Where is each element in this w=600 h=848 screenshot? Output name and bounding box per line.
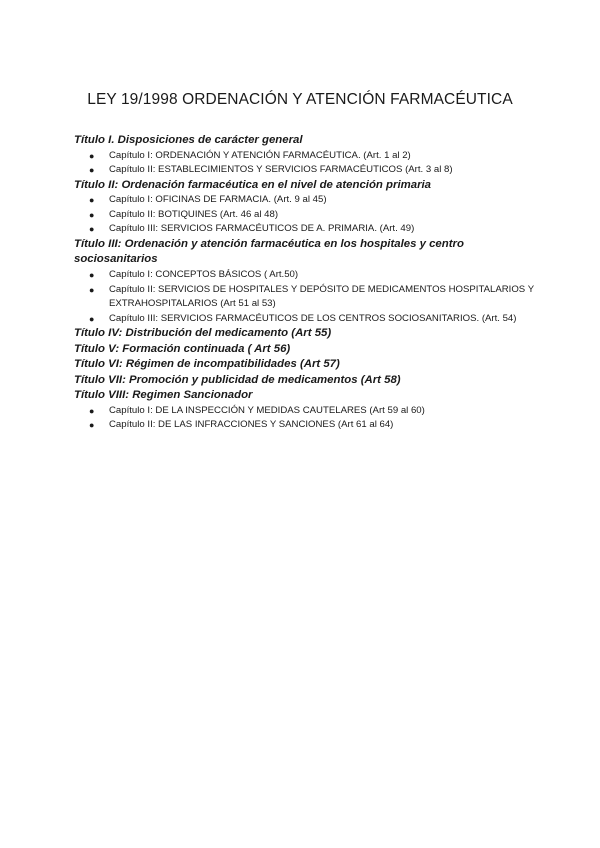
capitulo-label: Capítulo II: DE LAS INFRACCIONES Y SANCIONES (Art 61 al 64): [109, 419, 394, 431]
capitulo-label: Capítulo II: BOTIQUINES (Art. 46 al 48): [109, 208, 279, 220]
bullet-icon: ●: [89, 150, 95, 161]
capitulo-list: [74, 268, 544, 326]
capitulo-item: [74, 163, 544, 178]
bullet-icon: ●: [89, 313, 95, 324]
capitulo-item: [74, 222, 544, 237]
capitulo-item: [74, 193, 544, 208]
titulo-heading: Título V: Formación continuada ( Art 56): [74, 342, 291, 355]
bullet-icon: ●: [89, 405, 95, 416]
capitulo-label: Capítulo III: SERVICIOS FARMACÉUTICOS DE A. PRIMARIA. (Art. 49): [109, 223, 415, 235]
capitulo-item: [74, 418, 544, 433]
capitulo-label: Capítulo I: CONCEPTOS BÁSICOS ( Art.50): [109, 268, 299, 280]
capitulo-label: Capítulo I: DE LA INSPECCIÓN Y MEDIDAS CAUTELARES (Art 59 al 60): [109, 404, 425, 416]
titulo-heading: Título II: Ordenación farmacéutica en el nivel de atención primaria: [74, 178, 432, 191]
capitulo-item: [74, 312, 544, 327]
table-of-contents: [74, 133, 544, 433]
titulo-heading: Título I. Disposiciones de carácter general: [74, 134, 303, 146]
titulo-heading: Título VI: Régimen de incompatibilidades (Art 57): [74, 358, 340, 371]
capitulo-item: [74, 283, 544, 312]
capitulo-item: [74, 268, 544, 283]
document-title: LEY 19/1998 ORDENACIÓN Y ATENCIÓN FARMACÉUTICA: [87, 91, 513, 108]
bullet-icon: ●: [89, 224, 95, 235]
titulo-heading: Título IV: Distribución del medicamento (Art 55): [74, 327, 332, 340]
bullet-icon: ●: [89, 195, 95, 206]
bullet-icon: ●: [89, 269, 95, 280]
capitulo-label: Capítulo II: SERVICIOS DE HOSPITALES Y DEPÓSITO DE MEDICAMENTOS HOSPITALARIOS Y EXTRAHOSPITALARIOS (Art 51 al 53): [109, 283, 534, 310]
capitulo-list: [74, 149, 544, 178]
titulo-heading: Título III: Ordenación y atención farmacéutica en los hospitales y centro sociosanitarios: [74, 237, 464, 266]
capitulo-list: [74, 404, 544, 433]
capitulo-item: [74, 208, 544, 223]
bullet-icon: ●: [89, 420, 95, 431]
capitulo-item: [74, 149, 544, 164]
bullet-icon: ●: [89, 165, 95, 176]
titulo-heading: Título VIII: Regimen Sancionador: [74, 389, 253, 402]
capitulo-label: Capítulo I: OFICINAS DE FARMACIA. (Art. 9 al 45): [109, 194, 327, 206]
titulo-heading: Título VII: Promoción y publicidad de medicamentos (Art 58): [74, 373, 401, 386]
capitulo-list: [74, 193, 544, 237]
capitulo-label: Capítulo III: SERVICIOS FARMACÉUTICOS DE LOS CENTROS SOCIOSANITARIOS. (Art. 54): [109, 312, 517, 324]
bullet-icon: ●: [89, 209, 95, 220]
capitulo-item: [74, 404, 544, 419]
capitulo-label: Capítulo I: ORDENACIÓN Y ATENCIÓN FARMACÉUTICA. (Art. 1 al 2): [109, 149, 411, 161]
capitulo-label: Capítulo II: ESTABLECIMIENTOS Y SERVICIOS FARMACÉUTICOS (Art. 3 al 8): [109, 164, 453, 176]
bullet-icon: ●: [89, 284, 95, 295]
